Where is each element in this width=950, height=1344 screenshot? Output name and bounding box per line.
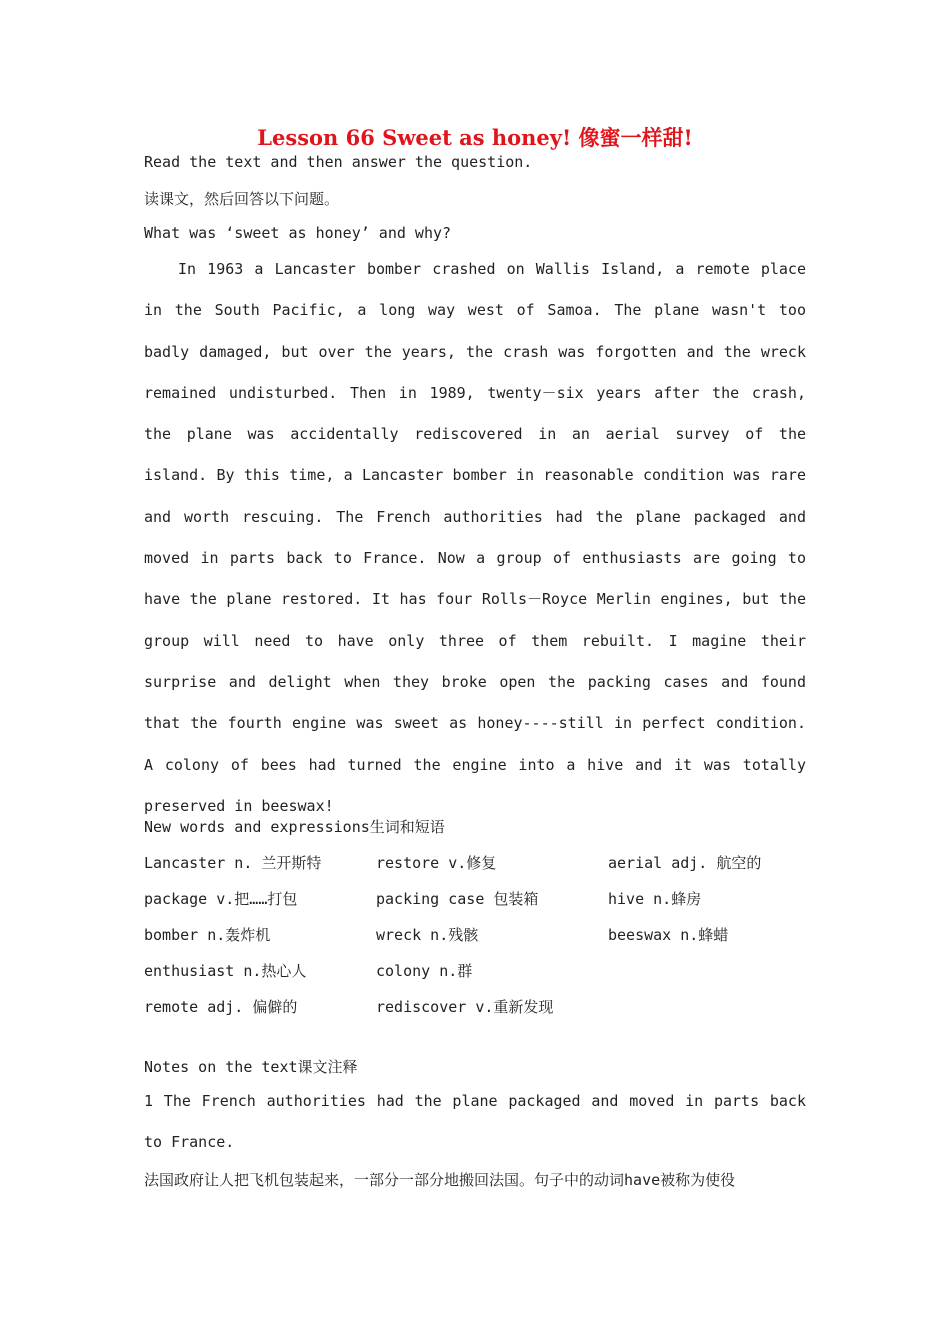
passage xyxy=(144,249,806,827)
vocab-entry: hive n.蜂房 xyxy=(608,890,702,908)
vocab-entry: wreck n.残骸 xyxy=(376,926,479,944)
vocab-entry: enthusiast n.热心人 xyxy=(144,962,307,980)
vocab-entry: beeswax n.蜂蜡 xyxy=(608,926,729,944)
note-1: 1 The French authorities had the plane packaged and moved in parts back to France. xyxy=(144,1092,806,1151)
vocab-entry: package v.把……打包 xyxy=(144,890,298,908)
vocab-row xyxy=(144,960,824,984)
question: What was ‘sweet as honey’ and why? xyxy=(144,224,452,242)
instruction-chinese: 读课文，然后回答以下问题。 xyxy=(144,190,340,208)
passage-text: In 1963 a Lancaster bomber crashed on Wallis Island, a remote place in the South Pacific, a long way west of Samoa. The plane wasn't too badly damaged, but over the years, the crash was forgotten and the wreck remained undisturbed. Then in 1989, twenty－six years after the crash, the plane was accidentally rediscovered in an aerial survey of the island. By this time, a Lancaster bomber in reasonable condition was rare and worth rescuing. The French authorities had the plane packaged and moved in parts back to France. Now a group of enthusiasts are going to have the plane restored. It has four Rolls－Royce Merlin engines, but the group will need to have only three of them rebuilt. I magine their surprise and delight when they broke open the packing cases and found that the fourth engine was sweet as honey----still in perfect condition. A colony of bees had turned the engine into a hive and it was totally preserved in beeswax! xyxy=(144,260,806,815)
vocab-entry: Lancaster n. 兰开斯特 xyxy=(144,854,322,872)
vocab-entry: colony n.群 xyxy=(376,962,473,980)
vocab-entry: remote adj. 偏僻的 xyxy=(144,998,298,1016)
vocab-row xyxy=(144,888,824,912)
vocab-entry: bomber n.轰炸机 xyxy=(144,926,271,944)
vocab-row xyxy=(144,996,824,1020)
vocab-row xyxy=(144,852,824,876)
lesson-title: Lesson 66 Sweet as honey! 像蜜一样甜! xyxy=(257,125,693,150)
vocab-row xyxy=(144,924,824,948)
vocab-entry: rediscover v.重新发现 xyxy=(376,998,554,1016)
note-1-translation: 法国政府让人把飞机包装起来，一部分一部分地搬回法国。句子中的动词have被称为使役 xyxy=(144,1171,736,1189)
instruction-english: Read the text and then answer the question. xyxy=(144,153,533,171)
vocab-heading: New words and expressions生词和短语 xyxy=(144,818,445,836)
vocab-entry: packing case 包装箱 xyxy=(376,890,539,908)
notes-heading: Notes on the text课文注释 xyxy=(144,1058,358,1076)
vocab-entry: restore v.修复 xyxy=(376,854,497,872)
vocab-entry: aerial adj. 航空的 xyxy=(608,854,762,872)
